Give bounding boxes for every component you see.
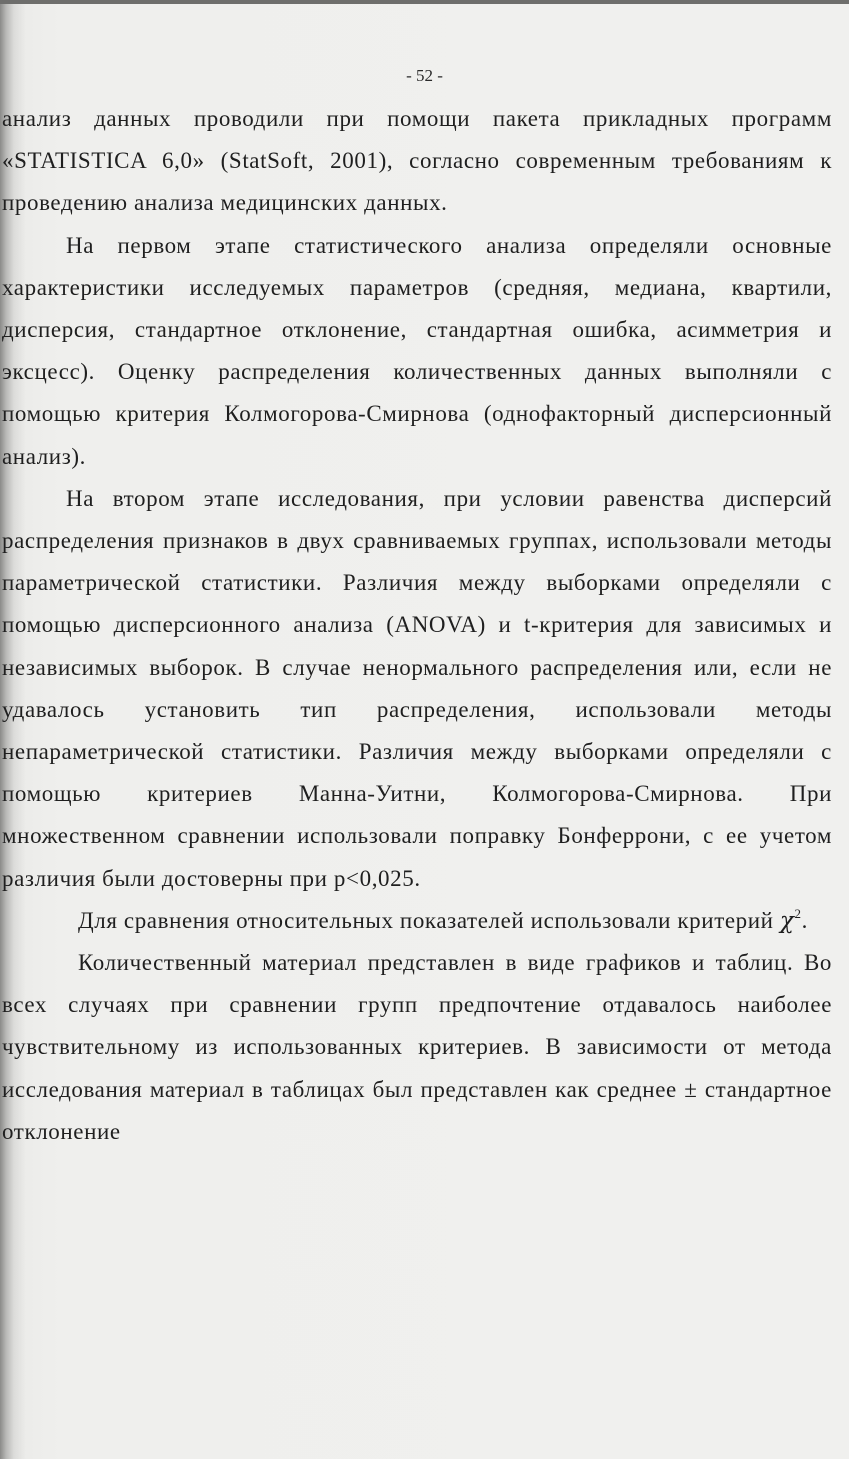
paragraph-software: анализ данных проводили при помощи пакета прикладных программ «STATISTICA 6,0» (StatSoft, 2001), согласно современным требованиям к проведению анализа медицинских данных. [2, 106, 832, 216]
chi-square-text: Для сравнения относительных показателей использовали критерий [78, 907, 780, 933]
scan-top-edge [0, 0, 849, 4]
page-number: - 52 - [406, 66, 443, 85]
paragraph-first-stage: На первом этапе статистического анализа определяли основные характеристики исследуемых параметров (средняя, медиана, квартили, дисперсия, стандартное отклонение, стандартная ошибка, асимметрия и эксцесс). Оценку распределения количественных данных выполняли с помощью критерия Колмогорова-Смирнова (однофакторный дисперсионный анализ). [2, 232, 832, 469]
paragraph-presentation: Количественный материал представлен в виде графиков и таблиц. Во всех случаях при сравнении групп предпочтение отдавалось наиболее чувствительному из использованных критериев. В зависимости от метода исследования материал в таблицах был представлен как среднее ± стандартное отклонение [2, 950, 832, 1144]
paragraph-second-stage: На втором этапе исследования, при условии равенства дисперсий распределения признаков в двух сравниваемых группах, использовали методы параметрической статистики. Различия между выборками определяли с помощью дисперсионного анализа (ANOVA) и t-критерия для зависимых и независимых выборок. В случае ненормального распределения или, если не удавалось установить тип распределения, использовали методы непараметрической статистики. Различия между выборками определяли с помощью критериев Манна-Уитни, Колмогорова-Смирнова. При множественном сравнении использовали поправку Бонферрони, с ее учетом различия были достоверны при р<0,025. [2, 485, 832, 891]
chi-superscript: 2 [794, 905, 802, 921]
paragraph-chi-square [2, 900, 832, 942]
document-body [2, 98, 832, 1153]
chi-symbol: χ [779, 907, 795, 934]
chi-square-end: . [801, 907, 808, 933]
